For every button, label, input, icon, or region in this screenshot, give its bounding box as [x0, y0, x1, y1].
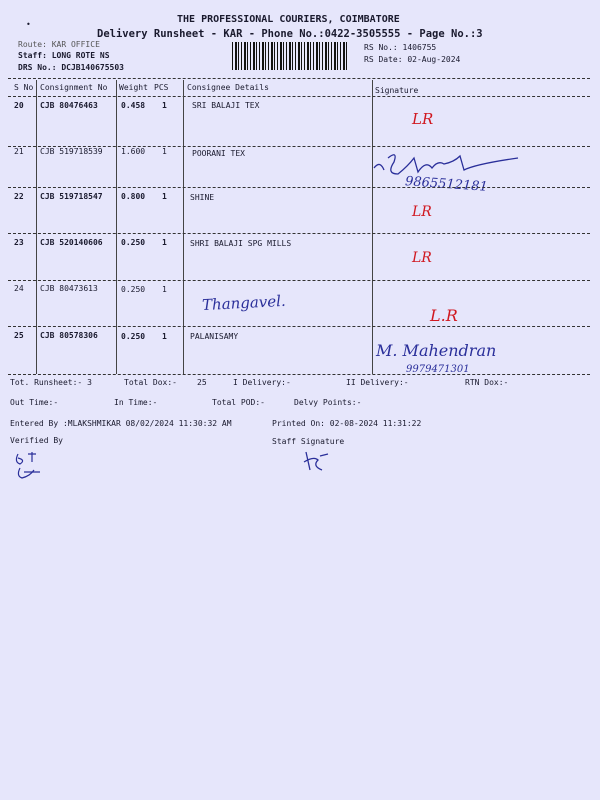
handwritten-phone: 9979471301: [406, 364, 470, 375]
row-weight: 0.458: [121, 101, 146, 110]
col-divider: [36, 80, 37, 374]
staff-signature-label: Staff Signature: [272, 437, 345, 446]
corner-mark: •: [26, 20, 31, 29]
handwritten-phone: 9865512181: [404, 174, 489, 195]
total-pod: Total POD:-: [212, 398, 265, 407]
row-weight: 0.800: [121, 192, 146, 201]
rs-number: RS No.: 1406755: [364, 43, 437, 52]
row-rule: [8, 326, 590, 327]
row-consignee: POORANI TEX: [192, 149, 245, 158]
row-sno: 21: [14, 147, 24, 156]
row-consignee: SHINE: [190, 193, 215, 202]
row-sno: 22: [14, 192, 24, 201]
handwritten-signature: L.R: [430, 306, 458, 325]
verified-by: Verified By: [10, 436, 63, 445]
row-consignee: SRI BALAJI TEX: [192, 101, 260, 110]
row-pcs: 1: [162, 285, 167, 294]
col-sno-header: S No: [14, 83, 34, 92]
row-pcs: 1: [162, 101, 167, 110]
in-time: In Time:-: [114, 398, 158, 407]
col-consignee-header: Consignee Details: [187, 83, 269, 92]
drs-number: DRS No.: DCJB140675503: [18, 63, 124, 72]
staff-initials: [298, 448, 338, 476]
handwritten-signature: M. Mahendran: [376, 341, 497, 360]
row-pcs: 1: [162, 238, 167, 247]
table-top-rule: [8, 78, 590, 79]
barcode: [232, 42, 348, 70]
rtn-dox: RTN Dox:-: [465, 378, 509, 387]
first-delivery: I Delivery:-: [233, 378, 291, 387]
row-rule: [8, 187, 590, 188]
printed-on: Printed On: 02-08-2024 11:31:22: [272, 419, 422, 428]
row-consignment: CJB 80473613: [40, 284, 98, 293]
table-header-rule: [8, 96, 590, 97]
col-divider: [372, 80, 373, 374]
rs-date: RS Date: 02-Aug-2024: [364, 55, 461, 64]
delivery-points: Delvy Points:-: [294, 398, 362, 407]
row-consignment: CJB 519718539: [40, 147, 103, 156]
row-consignment: CJB 80476463: [40, 101, 98, 110]
route-label: Route: KAR OFFICE: [18, 40, 100, 49]
runsheet-subtitle: Delivery Runsheet - KAR - Phone No.:0422-3505555 - Page No.:3: [97, 28, 483, 40]
row-weight: 0.250: [121, 332, 146, 341]
row-weight: 0.250: [121, 285, 146, 294]
row-sno: 25: [14, 331, 24, 340]
row-consignment: CJB 519718547: [40, 192, 103, 201]
col-signature-header: Signature: [375, 86, 419, 95]
staff-label: Staff: LONG ROTE NS: [18, 51, 110, 60]
row-rule: [8, 280, 590, 281]
row-sno: 23: [14, 238, 24, 247]
handwritten-signature: LR: [412, 110, 434, 128]
second-delivery: II Delivery:-: [346, 378, 409, 387]
company-title: THE PROFESSIONAL COURIERS, COIMBATORE: [177, 14, 400, 25]
entered-by: Entered By :MLAKSHMIKAR 08/02/2024 11:30:32 AM: [10, 419, 232, 428]
total-dox-label: Total Dox:-: [124, 378, 177, 387]
col-divider: [183, 80, 184, 374]
row-pcs: 1: [162, 192, 167, 201]
row-sno: 24: [14, 284, 24, 293]
row-weight: 0.250: [121, 238, 146, 247]
col-consignment-header: Consignment No: [40, 83, 108, 92]
row-consignee: PALANISAMY: [190, 332, 239, 341]
table-bottom-rule: [8, 374, 590, 375]
verifier-initials: [10, 448, 50, 482]
total-dox-value: 25: [197, 378, 207, 387]
tot-runsheet: Tot. Runsheet:- 3: [10, 378, 92, 387]
row-pcs: 1: [162, 147, 167, 156]
col-divider: [116, 80, 117, 374]
handwritten-name: Thangavel.: [201, 291, 287, 315]
col-pcs-header: PCS: [154, 83, 169, 92]
row-consignment: CJB 520140606: [40, 238, 103, 247]
row-consignment: CJB 80578306: [40, 331, 98, 340]
row-consignee: SHRI BALAJI SPG MILLS: [190, 239, 292, 248]
handwritten-signature: LR: [412, 204, 432, 220]
out-time: Out Time:-: [10, 398, 59, 407]
row-rule: [8, 233, 590, 234]
handwritten-signature: LR: [412, 250, 432, 266]
row-sno: 20: [14, 101, 24, 110]
row-weight: 1.600: [121, 147, 146, 156]
col-weight-header: Weight: [119, 83, 148, 92]
row-pcs: 1: [162, 332, 167, 341]
